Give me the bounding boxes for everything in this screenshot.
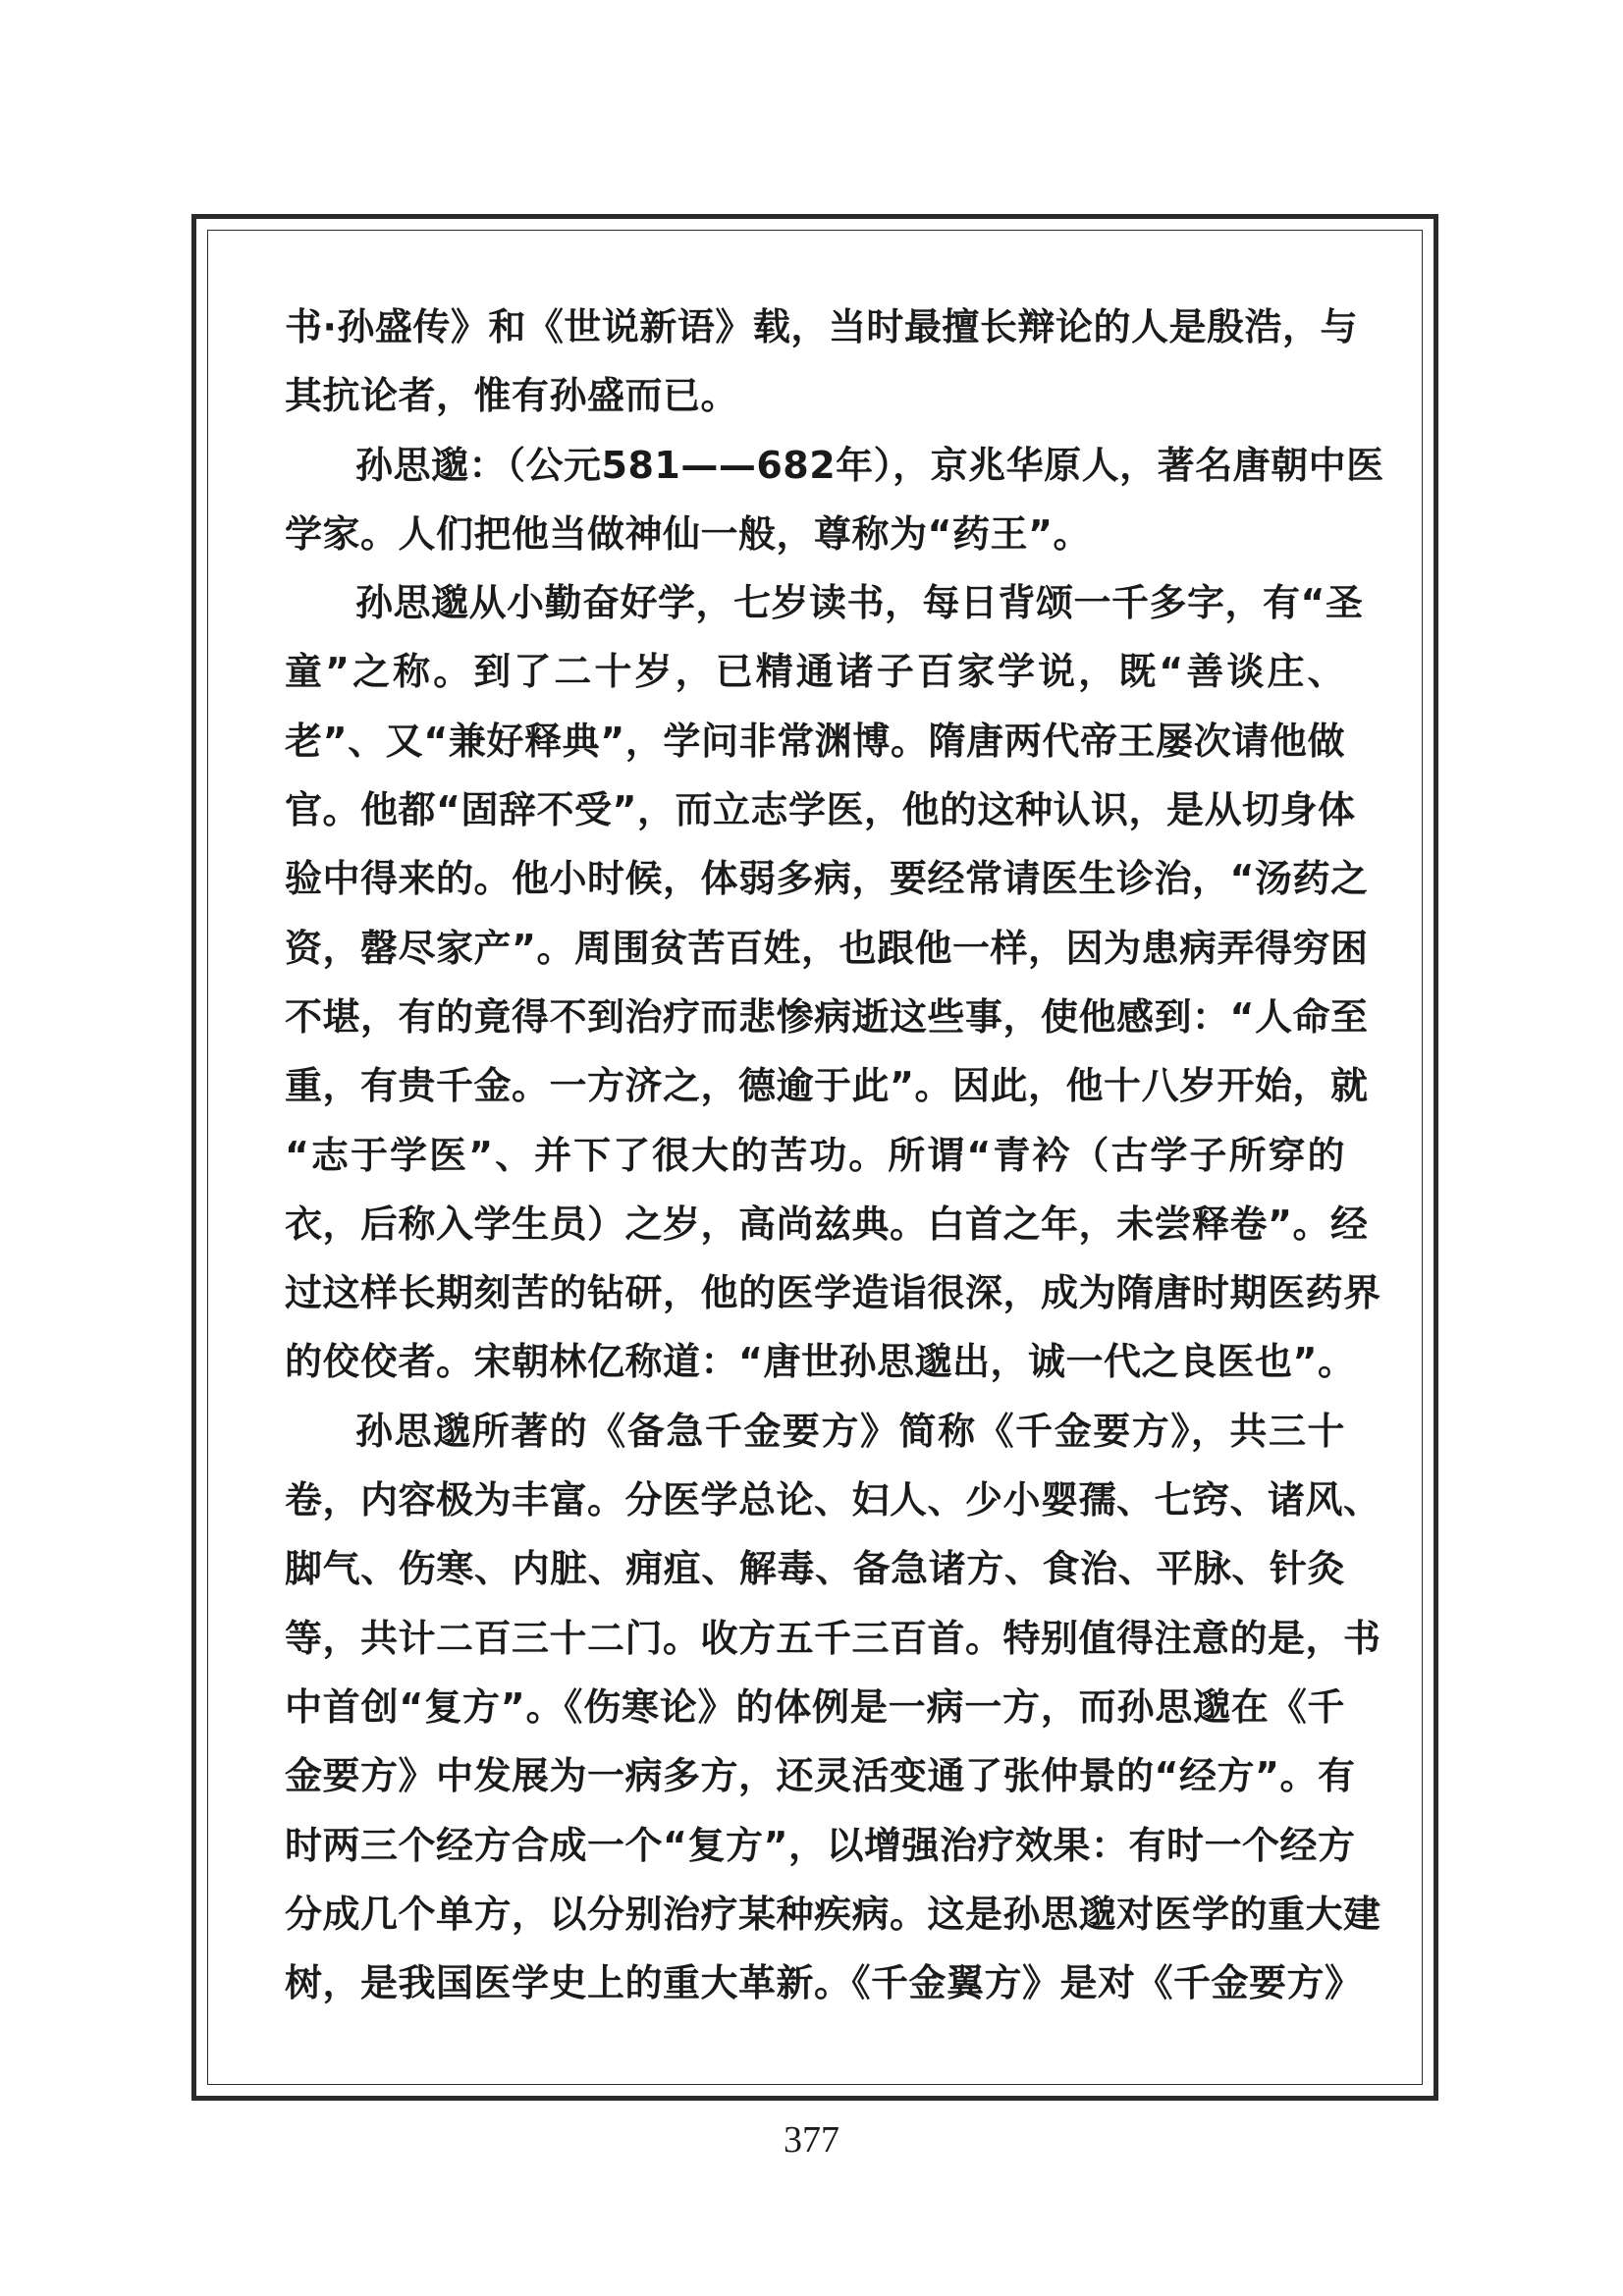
text-line: 资，罄尽家产”。周围贫苦百姓，也跟他一样，因为患病弄得穷困 (285, 926, 1369, 970)
text-line: 验中得来的。他小时候，体弱多病，要经常请医生诊治，“汤药之 (285, 857, 1369, 901)
paragraph-first-line: 孙思邈：（公元581——682年），京兆华原人，著名唐朝中医 (355, 443, 1384, 487)
text-line: 过这样长期刻苦的钻研，他的医学造诣很深，成为隋唐时期医药界 (285, 1271, 1381, 1315)
paragraph-first-line: 孙思邈所著的《备急千金要方》简称《千金要方》，共三十 (355, 1409, 1345, 1453)
text-line: 老”、又“兼好释典”，学问非常渊博。隋唐两代帝王屡次请他做 (285, 719, 1345, 763)
text-line: 重，有贵千金。一方济之，德逾于此”。因此，他十八岁开始，就 (285, 1064, 1369, 1108)
text-line: 的佼佼者。宋朝林亿称道：“唐世孙思邈出，诚一代之良医也”。 (285, 1340, 1356, 1384)
text-line: 分成几个单方，以分别治疗某种疾病。这是孙思邈对医学的重大建 (285, 1892, 1381, 1936)
text-line: 中首创“复方”。《伤寒论》的体例是一病一方，而孙思邈在《千 (285, 1684, 1345, 1729)
text-line: 学家。人们把他当做神仙一般，尊称为“药王”。 (285, 511, 1091, 556)
text-line: 童”之称。到了二十岁，已精通诸子百家学说，既“善谈庄、 (285, 650, 1345, 694)
text-line: 金要方》中发展为一病多方，还灵活变通了张仲景的“经方”。有 (285, 1754, 1356, 1798)
text-line: 官。他都“固辞不受”，而立志学医，他的这种认识，是从切身体 (285, 788, 1356, 832)
text-line: “志于学医”、并下了很大的苦功。所谓“青衿（古学子所穿的 (285, 1133, 1345, 1177)
page-number: 377 (784, 2119, 839, 2161)
text-line: 衣，后称入学生员）之岁，高尚兹典。白首之年，未尝释卷”。经 (285, 1201, 1369, 1246)
text-line: 书·孙盛传》和《世说新语》载，当时最擅长辩论的人是殷浩，与 (285, 305, 1358, 348)
text-line: 卷，内容极为丰富。分医学总论、妇人、少小婴孺、七窍、诸风、 (285, 1478, 1381, 1522)
text-line: 其抗论者，惟有孙盛而已。 (285, 374, 739, 418)
text-line: 等，共计二百三十二门。收方五千三百首。特别值得注意的是，书 (285, 1616, 1381, 1660)
text-line: 脚气、伤寒、内脏、痈疽、解毒、备急诸方、食治、平脉、针灸 (285, 1547, 1345, 1591)
text-line: 不堪，有的竟得不到治疗而悲惨病逝这些事，使他感到：“人命至 (285, 994, 1369, 1039)
text-line: 树，是我国医学史上的重大革新。《千金翼方》是对《千金要方》 (285, 1961, 1363, 2005)
paragraph-first-line: 孙思邈从小勤奋好学，七岁读书，每日背颂一千多字，有“圣 (355, 581, 1364, 625)
body-text (285, 293, 1384, 2017)
text-line: 时两三个经方合成一个“复方”，以增强治疗效果：有时一个经方 (285, 1823, 1356, 1867)
